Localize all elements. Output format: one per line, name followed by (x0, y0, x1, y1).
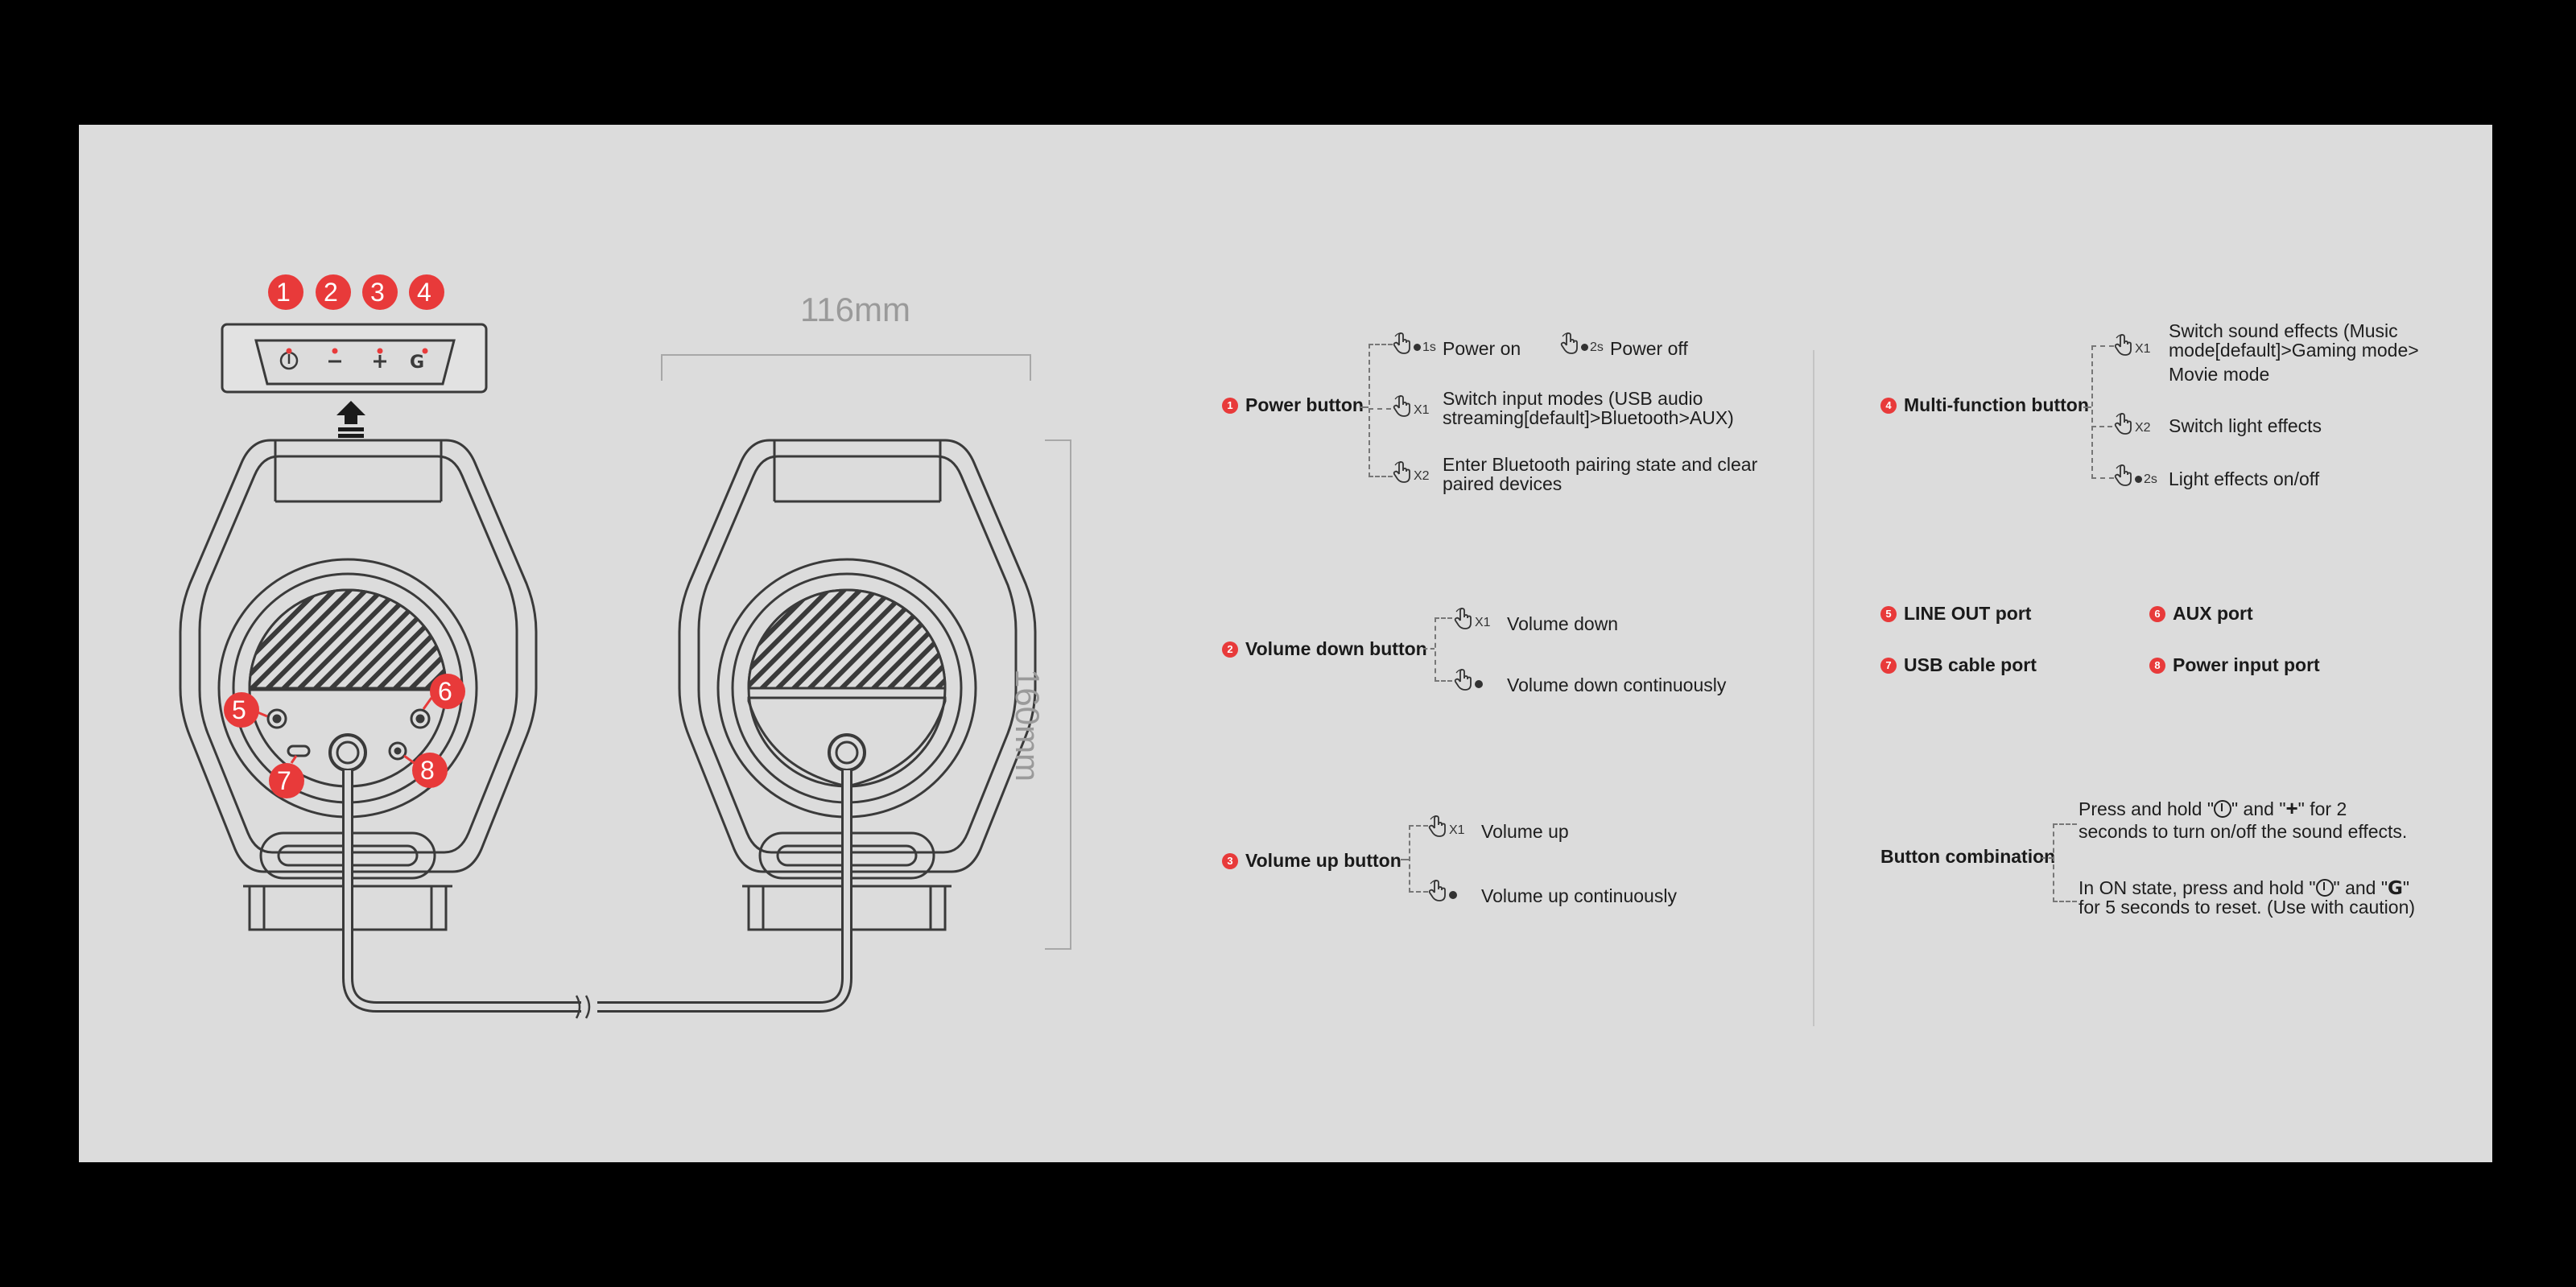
volume-down-label (1222, 638, 1427, 660)
callout-3: 3 (370, 278, 385, 307)
power-icon (2214, 800, 2231, 818)
aux-port-title: AUX port (2173, 603, 2253, 624)
button-combination-label: Button combination (1880, 846, 2056, 867)
volume-down-continuous-text: Volume down continuously (1507, 674, 1727, 695)
switch-input-line2: streaming[default]>Bluetooth>AUX) (1443, 407, 1734, 428)
g-icon: G (409, 353, 425, 373)
finger-tap-icon (1454, 669, 1483, 691)
volume-up-text: Volume up (1481, 821, 1569, 842)
diagram-panel (79, 125, 2492, 1162)
pairing-line2: paired devices (1443, 473, 1563, 494)
usb-cable-port-title: USB cable port (1904, 654, 2037, 675)
switch-input-line1: Switch input modes (USB audio (1443, 388, 1703, 409)
badge-8: 8 (2149, 658, 2165, 674)
finger-tap-icon: X1 (1428, 815, 1465, 838)
callout-7: 7 (277, 766, 291, 795)
badge-3: 3 (1222, 853, 1238, 869)
plus-icon: + (2285, 796, 2298, 820)
callout-4: 4 (417, 278, 431, 307)
column-divider (1813, 350, 1814, 1026)
callout-1: 1 (276, 278, 291, 307)
finger-tap-icon (1428, 880, 1457, 902)
finger-tap-icon: 1s (1393, 332, 1436, 355)
power-button-label (1222, 394, 1364, 416)
finger-tap-icon: X1 (1454, 608, 1491, 630)
badge-6: 6 (2149, 606, 2165, 622)
badge-4: 4 (1880, 398, 1897, 414)
finger-tap-icon: 2s (2114, 464, 2157, 487)
sound-effects-line1: Switch sound effects (Music (2169, 320, 2398, 341)
callout-8: 8 (420, 756, 435, 785)
combo-1-line2: seconds to turn on/off the sound effects. (2079, 821, 2408, 842)
power-input-port-label (2149, 654, 2320, 676)
volume-up-continuous-text: Volume up continuously (1481, 885, 1677, 906)
power-off-text: Power off (1610, 338, 1688, 359)
light-effects-text: Switch light effects (2169, 415, 2322, 436)
callout-2: 2 (324, 278, 338, 307)
pairing-line1: Enter Bluetooth pairing state and clear (1443, 454, 1758, 475)
power-on-text: Power on (1443, 338, 1521, 359)
light-onoff-text: Light effects on/off (2169, 468, 2320, 489)
combo-2-line2: for 5 seconds to reset. (Use with caution) (2079, 897, 2416, 918)
g-icon: G (2388, 878, 2403, 899)
height-dimension: 160mm (1009, 669, 1046, 782)
combo-1-line1: Press and hold " " and "+" for 2 (2079, 796, 2347, 820)
callout-6: 6 (438, 677, 452, 706)
line-out-port-label (1880, 603, 2031, 625)
multi-function-label (1880, 394, 2089, 416)
power-button-title: Power button (1245, 394, 1364, 415)
finger-tap-icon: X1 (2114, 334, 2151, 357)
line-out-port-title: LINE OUT port (1904, 603, 2032, 624)
usb-cable-port-label (1880, 654, 2037, 676)
sound-effects-line2: mode[default]>Gaming mode> (2169, 340, 2419, 361)
power-icon (2316, 879, 2334, 897)
multi-function-title: Multi-function button (1904, 394, 2089, 415)
combo-2-line1: In ON state, press and hold " " and "G" (2079, 877, 2410, 899)
power-input-port-title: Power input port (2173, 654, 2320, 675)
badge-7: 7 (1880, 658, 1897, 674)
badge-2: 2 (1222, 641, 1238, 658)
volume-up-label (1222, 850, 1402, 872)
callout-markers (79, 125, 642, 1010)
volume-down-title: Volume down button (1245, 638, 1427, 659)
aux-port-label (2149, 603, 2253, 625)
badge-5: 5 (1880, 606, 1897, 622)
badge-1: 1 (1222, 398, 1238, 414)
width-dimension: 116mm (800, 291, 910, 328)
finger-tap-icon: X1 (1393, 395, 1430, 418)
finger-tap-icon: X2 (1393, 461, 1430, 484)
finger-tap-icon: 2s (1560, 332, 1604, 355)
finger-tap-icon: X2 (2114, 413, 2151, 435)
callout-5: 5 (232, 695, 246, 724)
volume-up-title: Volume up button (1245, 850, 1402, 871)
sound-effects-line3: Movie mode (2169, 364, 2270, 385)
volume-down-text: Volume down (1507, 613, 1619, 634)
